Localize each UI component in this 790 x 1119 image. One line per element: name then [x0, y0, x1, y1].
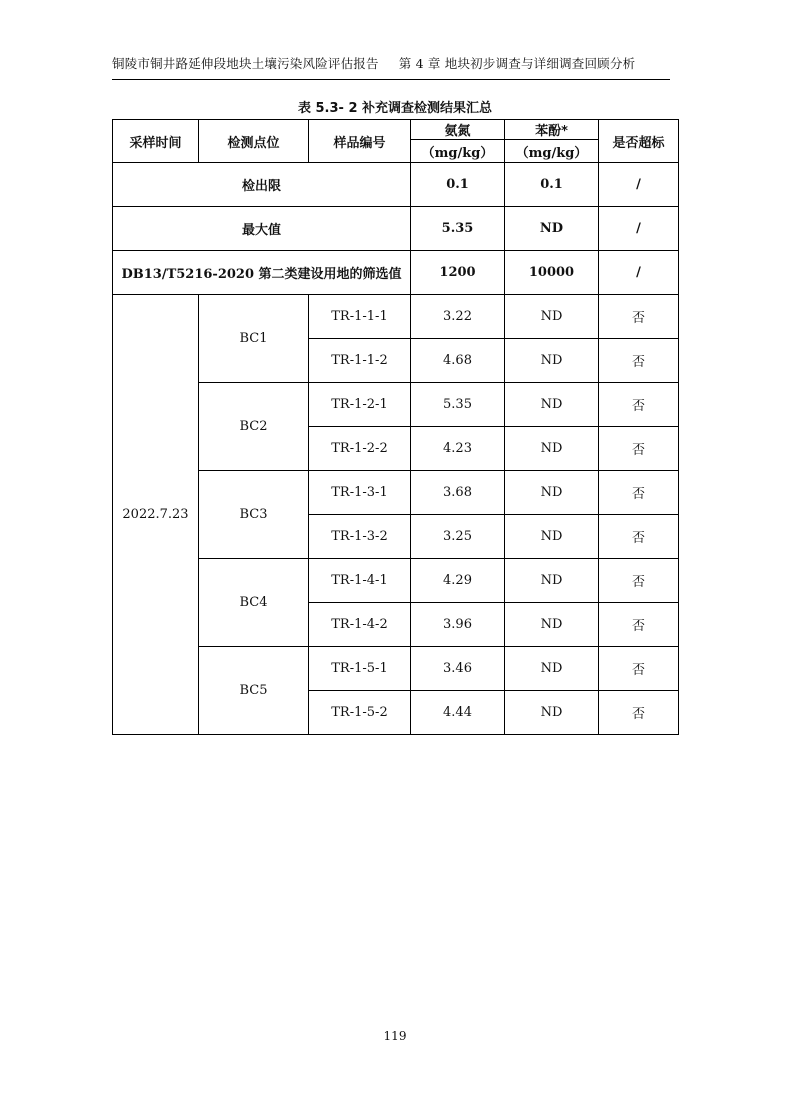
- ammonia-value: 3.25: [411, 515, 505, 559]
- table-caption: 表 5.3- 2 补充调查检测结果汇总: [297, 101, 493, 116]
- phenol-value: ND: [505, 427, 599, 471]
- ammonia-value: 3.68: [411, 471, 505, 515]
- report-title: 铜陵市铜井路延伸段地块土壤污染风险评估报告: [112, 56, 379, 71]
- header-sampling-time: 采样时间: [113, 120, 199, 163]
- phenol-value: ND: [505, 515, 599, 559]
- ammonia-value: 3.22: [411, 295, 505, 339]
- ammonia-value: 3.46: [411, 647, 505, 691]
- exceed-value: 否: [599, 647, 679, 691]
- phenol-value: ND: [505, 647, 599, 691]
- exceed-value: 否: [599, 691, 679, 735]
- ammonia-value: 5.35: [411, 207, 505, 251]
- exceed-value: 否: [599, 515, 679, 559]
- ammonia-value: 5.35: [411, 383, 505, 427]
- sample-id: TR-1-1-2: [309, 339, 411, 383]
- ammonia-value: 4.44: [411, 691, 505, 735]
- summary-rows: [113, 163, 679, 295]
- phenol-value: ND: [505, 603, 599, 647]
- sample-id: TR-1-2-2: [309, 427, 411, 471]
- summary-row: [113, 251, 679, 295]
- phenol-value: ND: [505, 383, 599, 427]
- exceed-value: 否: [599, 339, 679, 383]
- running-header: [112, 54, 672, 72]
- ammonia-value: 3.96: [411, 603, 505, 647]
- chapter-title: 第 4 章 地块初步调查与详细调查回顾分析: [398, 56, 636, 71]
- header-rule: [112, 79, 670, 80]
- exceed-value: /: [599, 251, 679, 295]
- exceed-value: 否: [599, 559, 679, 603]
- point-name: BC3: [199, 471, 309, 559]
- summary-row: [113, 207, 679, 251]
- point-name: BC2: [199, 383, 309, 471]
- phenol-value: 10000: [505, 251, 599, 295]
- exceed-value: 否: [599, 295, 679, 339]
- header-ammonia-name: 氨氮: [411, 120, 505, 140]
- point-name: BC1: [199, 295, 309, 383]
- header-phenol-name: 苯酚*: [505, 120, 599, 140]
- phenol-value: ND: [505, 471, 599, 515]
- header-point: 检测点位: [199, 120, 309, 163]
- header-phenol-unit: （mg/kg）: [505, 140, 599, 163]
- summary-label: 最大值: [113, 207, 411, 251]
- sample-id: TR-1-2-1: [309, 383, 411, 427]
- header-exceed: 是否超标: [599, 120, 679, 163]
- table-row: [113, 295, 679, 339]
- results-table: [112, 119, 679, 735]
- sample-id: TR-1-4-2: [309, 603, 411, 647]
- summary-label: 检出限: [113, 163, 411, 207]
- ammonia-value: 1200: [411, 251, 505, 295]
- exceed-value: 否: [599, 383, 679, 427]
- sample-id: TR-1-1-1: [309, 295, 411, 339]
- ammonia-value: 4.68: [411, 339, 505, 383]
- ammonia-value: 4.23: [411, 427, 505, 471]
- page-number: 119: [383, 1029, 407, 1043]
- phenol-value: ND: [505, 207, 599, 251]
- summary-row: [113, 163, 679, 207]
- sample-id: TR-1-3-2: [309, 515, 411, 559]
- sample-id: TR-1-3-1: [309, 471, 411, 515]
- point-name: BC5: [199, 647, 309, 735]
- header-ammonia-unit: （mg/kg）: [411, 140, 505, 163]
- sample-id: TR-1-4-1: [309, 559, 411, 603]
- exceed-value: 否: [599, 471, 679, 515]
- sample-id: TR-1-5-1: [309, 647, 411, 691]
- summary-label: DB13/T5216-2020 第二类建设用地的筛选值: [113, 251, 411, 295]
- phenol-value: ND: [505, 295, 599, 339]
- detail-rows: [113, 295, 679, 735]
- exceed-value: 否: [599, 603, 679, 647]
- sample-id: TR-1-5-2: [309, 691, 411, 735]
- phenol-value: 0.1: [505, 163, 599, 207]
- ammonia-value: 0.1: [411, 163, 505, 207]
- exceed-value: 否: [599, 427, 679, 471]
- header-sample-id: 样品编号: [309, 120, 411, 163]
- phenol-value: ND: [505, 559, 599, 603]
- sampling-date: 2022.7.23: [113, 295, 199, 735]
- phenol-value: ND: [505, 691, 599, 735]
- point-name: BC4: [199, 559, 309, 647]
- phenol-value: ND: [505, 339, 599, 383]
- ammonia-value: 4.29: [411, 559, 505, 603]
- exceed-value: /: [599, 163, 679, 207]
- exceed-value: /: [599, 207, 679, 251]
